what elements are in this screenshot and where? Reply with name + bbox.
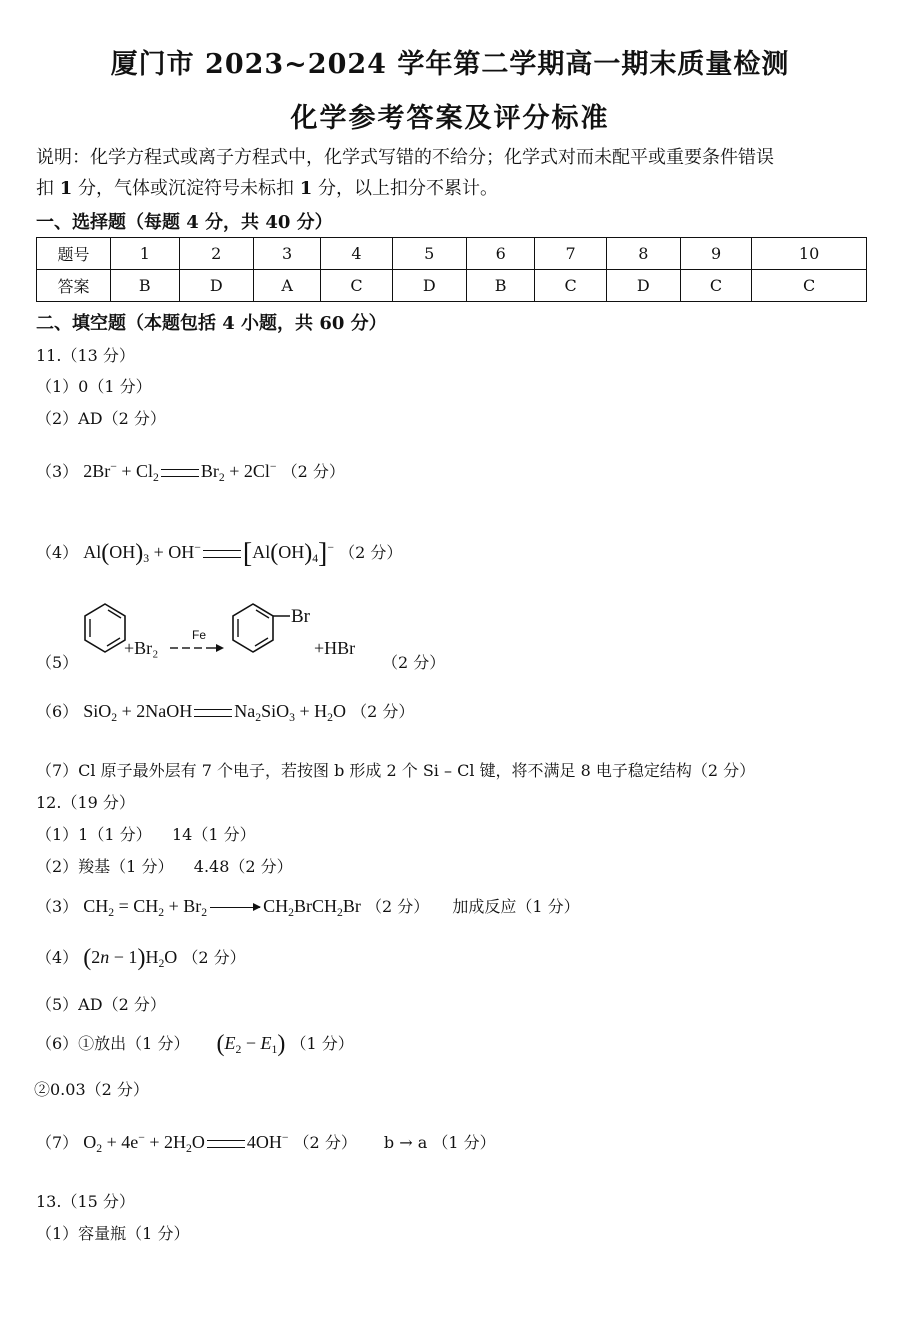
q11-answer-1: （1）0（1 分） — [36, 377, 152, 396]
note-line-2: 扣 1 分，气体或沉淀符号未标扣 1 分，以上扣分不累计。 — [36, 178, 498, 199]
q12-answer-5: （5）AD（2 分） — [36, 995, 166, 1014]
bromobenzene-ring-icon — [228, 596, 292, 666]
table-cell: C — [680, 270, 751, 302]
equation-silica-naoh: SiO$_2$ + 2NaOH $Na_2SiO_3 + H_2O$ — [83, 701, 346, 725]
table-cell: A — [253, 270, 321, 302]
table-cell: 7 — [535, 238, 606, 270]
page-title: 厦门市 2023~2024 学年第二学期高一期末质量检测 — [110, 49, 790, 80]
q12-answer-6-part-2: ②0.03（2 分） — [34, 1080, 149, 1099]
q12-answer-3: （3） $CH_2 = CH_2 + Br_2$ $CH_2BrCH_2Br$ （2 分） 加成反应（1 分） — [36, 896, 580, 920]
table-cell: 9 — [680, 238, 751, 270]
section-1-heading: 一、选择题（每题 4 分，共 40 分） — [36, 212, 333, 233]
reaction-arrow-icon — [170, 642, 226, 654]
bromine-substituent-label: Br — [291, 606, 310, 627]
q13-answer-1: （1）容量瓶（1 分） — [36, 1224, 190, 1243]
q11-header: 11.（13 分） — [36, 346, 135, 365]
table-cell: 2 — [179, 238, 253, 270]
table-row — [37, 238, 867, 270]
table-cell: C — [321, 270, 392, 302]
answer-table — [36, 237, 867, 302]
table-cell: C — [752, 270, 867, 302]
note-line-1: 说明：化学方程式或离子方程式中，化学式写错的不给分；化学式对而未配平或重要条件错误 — [36, 147, 774, 168]
equation-bromide-chlorine: $2Br^- + Cl_2$ $Br_2 + 2Cl^-$ — [83, 459, 277, 485]
table-cell: 10 — [752, 238, 867, 270]
expression-energy-difference: $(E_2 - E_1)$ — [216, 1031, 286, 1057]
table-cell: D — [392, 270, 466, 302]
table-row — [37, 270, 867, 302]
table-cell: C — [535, 270, 606, 302]
product-hbr: +HBr — [314, 638, 356, 658]
table-cell: 3 — [253, 238, 321, 270]
equation-ethene-bromine: $CH_2 = CH_2 + Br_2$ $CH_2BrCH_2Br$ — [83, 896, 361, 920]
table-cell: B — [111, 270, 180, 302]
q11-answer-4: （4） $Al(OH)_3 + OH^-$ $[Al(OH)_4]^-$ （2 分） — [36, 538, 403, 569]
q12-answer-1: （1）1（1 分） 14（1 分） — [36, 825, 256, 844]
q12-header: 12.（19 分） — [36, 793, 135, 812]
reactant-br2: +Br₂ — [124, 638, 159, 658]
table-cell: D — [606, 270, 680, 302]
table-cell: 8 — [606, 238, 680, 270]
table-cell: D — [179, 270, 253, 302]
table-cell: 5 — [392, 238, 466, 270]
q11-answer-3: （3） $2Br^- + Cl_2$ $Br_2 + 2Cl^-$ （2 分） — [36, 459, 345, 485]
section-2-heading: 二、填空题（本题包括 4 小题，共 60 分） — [36, 313, 387, 334]
table-cell: 1 — [111, 238, 180, 270]
q11-answer-2: （2）AD（2 分） — [36, 409, 166, 428]
table-cell: 4 — [321, 238, 392, 270]
table-cell: 6 — [466, 238, 535, 270]
q12-answer-7: （7） $O_2 + 4e^- + 2H_2O$ 4OH− （2 分） b → a （1 分） — [36, 1130, 496, 1156]
q11-answer-6: （6） SiO$_2$ + 2NaOH $Na_2SiO_3 + H_2O$ （2 分） — [36, 701, 415, 725]
table-cell: 题号 — [37, 238, 111, 270]
expression-water-count: $(2n - 1)H_2O$ — [83, 945, 178, 971]
table-cell: 答案 — [37, 270, 111, 302]
q12-answer-6: （6）①放出（1 分） $(E_2 - E_1)$ （1 分） — [36, 1031, 354, 1057]
q13-header: 13.（15 分） — [36, 1192, 135, 1211]
q11-answer-5-label: （5） — [36, 653, 79, 672]
equation-aluminium-hydroxide: $Al(OH)_3 + OH^-$ $[Al(OH)_4]^-$ — [83, 538, 334, 569]
benzene-ring-icon — [80, 596, 130, 666]
q12-answer-2: （2）羧基（1 分） 4.48（2 分） — [36, 857, 293, 876]
q12-answer-4: （4） $(2n - 1)H_2O$ （2 分） — [36, 945, 246, 971]
table-cell: B — [466, 270, 535, 302]
catalyst-fe-label: Fe — [192, 628, 207, 642]
q11-answer-5-score: （2 分） — [382, 653, 446, 672]
equation-oxygen-reduction: $O_2 + 4e^- + 2H_2O$ 4OH− — [83, 1130, 289, 1156]
page-subtitle: 化学参考答案及评分标准 — [290, 103, 610, 134]
q11-answer-7: （7）Cl 原子最外层有 7 个电子，若按图 b 形成 2 个 Si – Cl 键，将不满足 8 电子稳定结构（2 分） — [36, 761, 756, 780]
